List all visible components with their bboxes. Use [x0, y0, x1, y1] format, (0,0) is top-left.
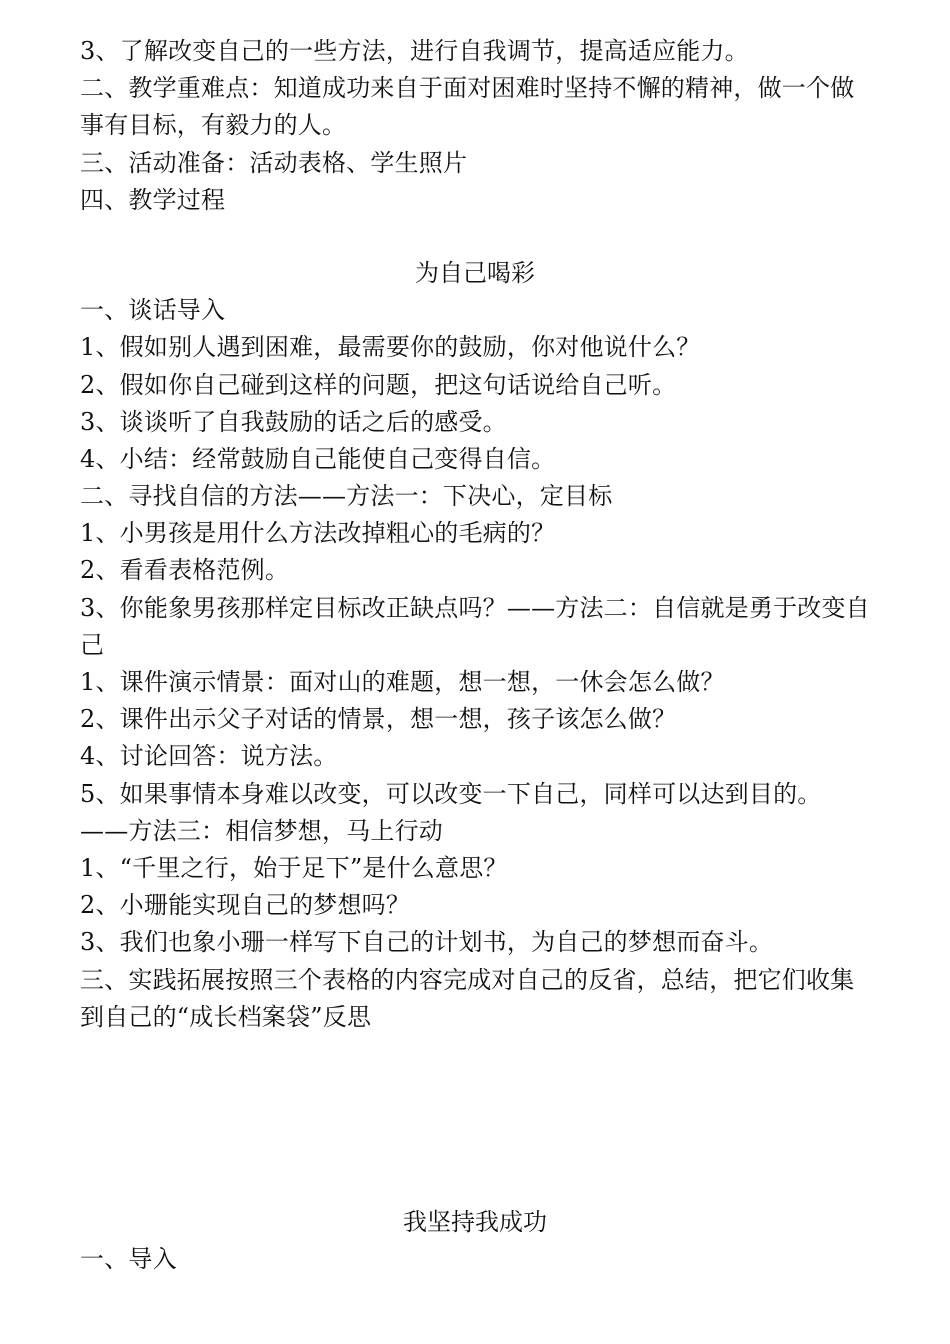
text-line: 三、实践拓展按照三个表格的内容完成对自己的反省，总结，把它们收集到自己的“成长档案袋”反思 — [80, 965, 855, 1031]
text-line: 2、课件出示父子对话的情景，想一想，孩子该怎么做？ — [80, 705, 677, 734]
text-line: 1、课件演示情景：面对山的难题，想一想，一休会怎么做？ — [80, 668, 725, 697]
section-i-persist-i-succeed — [80, 1204, 870, 1278]
spacer — [80, 219, 870, 255]
section-title: 为自己喝彩 — [415, 258, 535, 287]
text-line: 3、你能象男孩那样定目标改正缺点吗？——方法二：自信就是勇于改变自己 — [80, 593, 870, 659]
text-line: 1、假如别人遇到困难，最需要你的鼓励，你对他说什么？ — [80, 333, 701, 362]
text-line: 二、教学重难点：知道成功来自于面对困难时坚持不懈的精神，做一个做事有目标，有毅力的人。 — [80, 74, 855, 140]
section-cheer-for-self — [80, 255, 870, 1036]
text-line: 3、了解改变自己的一些方法，进行自我调节，提高适应能力。 — [80, 37, 749, 65]
text-line: 2、假如你自己碰到这样的问题，把这句话说给自己听。 — [80, 370, 677, 399]
text-line: 四、教学过程 — [80, 185, 226, 214]
text-line: 1、“千里之行，始于足下”是什么意思？ — [80, 854, 508, 882]
text-line: 三、活动准备：活动表格、学生照片 — [80, 148, 468, 177]
text-line: 一、导入 — [80, 1245, 177, 1274]
text-line: 二、寻找自信的方法——方法一：下决心，定目标 — [80, 482, 613, 511]
document-page — [80, 33, 870, 1278]
text-line: 3、谈谈听了自我鼓励的话之后的感受。 — [80, 407, 507, 436]
text-line: 一、谈话导入 — [80, 296, 226, 325]
text-line: 4、小结：经常鼓励自己能使自己变得自信。 — [80, 444, 556, 473]
section-title: 我坚持我成功 — [403, 1207, 547, 1236]
text-line: ——方法三：相信梦想，马上行动 — [80, 816, 443, 845]
intro-block — [80, 33, 870, 219]
text-line: 4、讨论回答：说方法。 — [80, 742, 338, 771]
spacer — [80, 1036, 870, 1204]
text-line: 2、看看表格范例。 — [80, 556, 290, 585]
text-line: 1、小男孩是用什么方法改掉粗心的毛病的？ — [80, 519, 556, 548]
text-line: 2、小珊能实现自己的梦想吗？ — [80, 891, 411, 920]
text-line: 3、我们也象小珊一样写下自己的计划书，为自己的梦想而奋斗。 — [80, 928, 774, 957]
text-line: 5、如果事情本身难以改变，可以改变一下自己，同样可以达到目的。 — [80, 779, 822, 808]
